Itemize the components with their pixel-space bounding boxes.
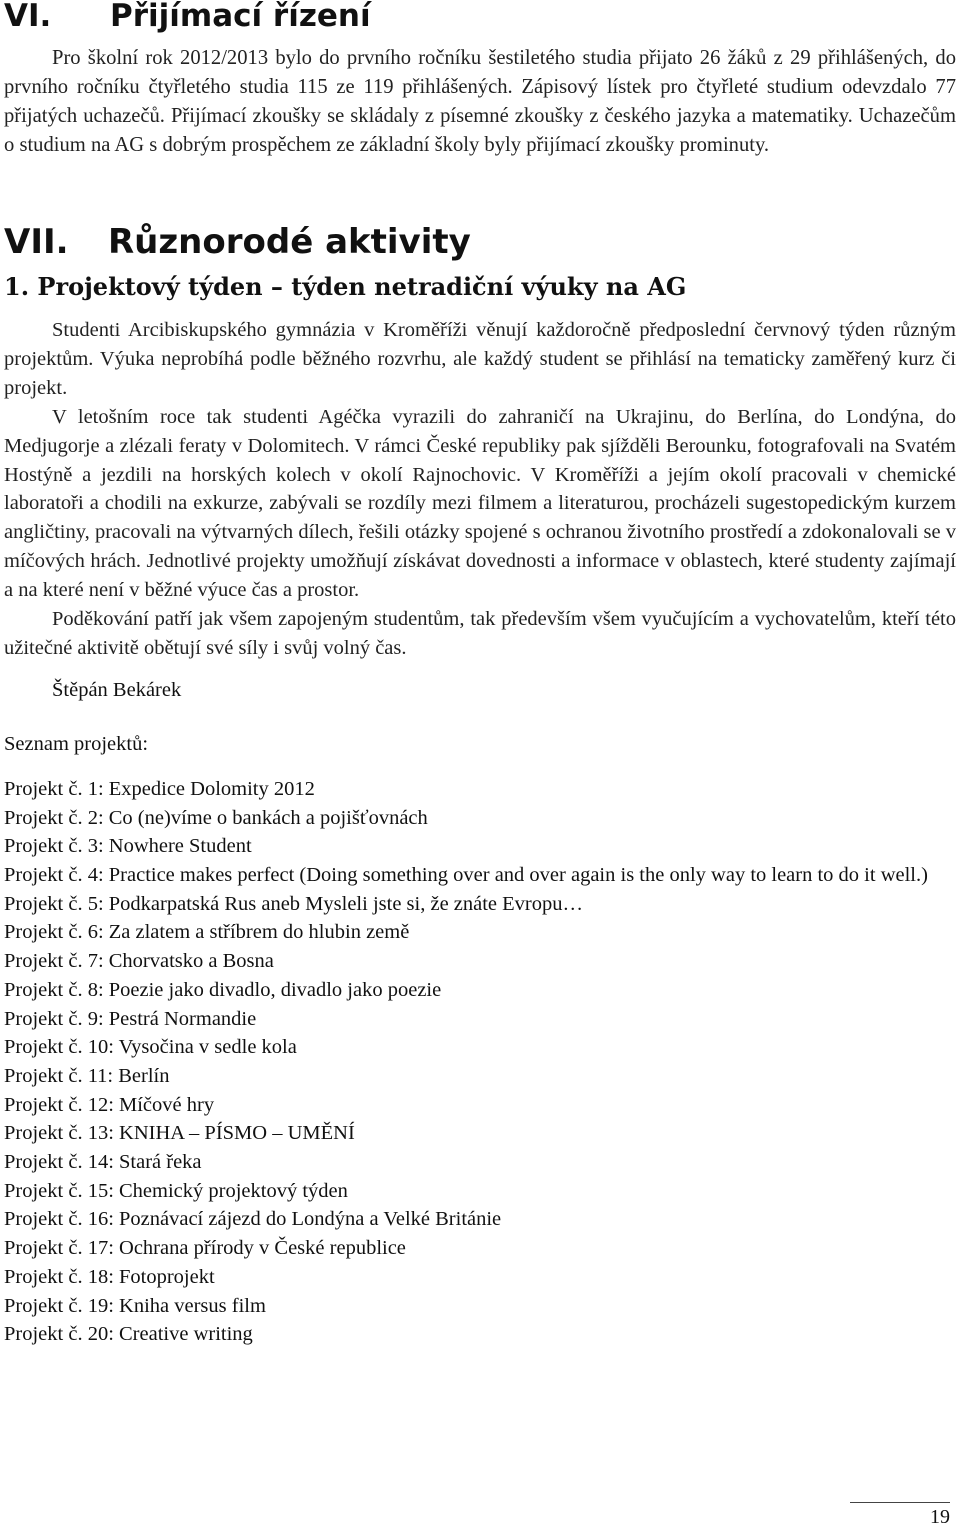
list-item: Projekt č. 7: Chorvatsko a Bosna bbox=[4, 950, 274, 973]
list-item: Projekt č. 13: KNIHA – PÍSMO – UMĚNÍ bbox=[4, 1122, 355, 1145]
list-item: Projekt č. 15: Chemický projektový týden bbox=[4, 1179, 348, 1202]
list-item: Projekt č. 11: Berlín bbox=[4, 1064, 170, 1087]
project-week-body bbox=[4, 316, 956, 663]
list-item: Projekt č. 8: Poezie jako divadlo, divadlo jako poezie bbox=[4, 978, 442, 1001]
section-number: VII. bbox=[4, 222, 69, 262]
section-number: VI. bbox=[4, 0, 52, 34]
page-number: 19 bbox=[850, 1502, 950, 1531]
body-paragraph: Poděkování patří jak všem zapojeným studentům, tak především všem vyučujícím a vychovatelům, kteří této užitečné aktivitě obětují své síly i svůj volný čas. bbox=[4, 608, 956, 659]
list-item: Projekt č. 2: Co (ne)víme o bankách a pojišťovnách bbox=[4, 806, 428, 829]
projects-list-title: Seznam projektů: bbox=[4, 732, 149, 755]
list-item: Projekt č. 5: Podkarpatská Rus aneb Mysleli jste si, že znáte Evropu… bbox=[4, 892, 584, 915]
section-title: Různorodé aktivity bbox=[108, 222, 471, 262]
projects-list bbox=[4, 775, 956, 1349]
list-item: Projekt č. 17: Ochrana přírody v České republice bbox=[4, 1237, 406, 1260]
list-item: Projekt č. 19: Kniha versus film bbox=[4, 1294, 266, 1317]
list-item: Projekt č. 1: Expedice Dolomity 2012 bbox=[4, 777, 315, 800]
body-paragraph: Studenti Arcibiskupského gymnázia v Kroměříži věnují každoročně předposlední červnový týden různým projektům. Výuka neprobíhá podle běžného rozvrhu, ale každý student se přihlásí na tematicky zaměřený kurz či projekt. bbox=[4, 319, 956, 399]
list-item: Projekt č. 6: Za zlatem a stříbrem do hlubin země bbox=[4, 921, 410, 944]
admissions-paragraph bbox=[4, 44, 956, 160]
author-signature: Štěpán Bekárek bbox=[52, 678, 182, 701]
list-item: Projekt č. 16: Poznávací zájezd do Londýna a Velké Británie bbox=[4, 1208, 502, 1231]
body-paragraph: V letošním roce tak studenti Agéčka vyrazili do zahraničí na Ukrajinu, do Berlína, do Londýna, do Medjugorje a zlézali feraty v Dolomitech. V rámci České republiky pak sjížděli Berounku, fotografovali na Svatém Hostýně a jezdili na horských kolech v okolí Rajnochovic. V Kroměříži a jejím okolí pracovali v chemické laboratoři a chodili na exkurze, zabývali se rozdíly mezi filmem a literaturou, procházeli sugestopedickým kurzem angličtiny, pracovali na výtvarných dílech, řešili otázky spojené s ochranou životního prostředí a zdokonalovali se v míčových hrách. Jednotlivé projekty umožňují získávat dovednosti a informace v oblastech, které studenty zajímají a na které není v běžné výuce čas a prostor. bbox=[4, 405, 956, 602]
document-page bbox=[4, 0, 956, 1349]
section-heading-admissions bbox=[4, 0, 956, 32]
list-item: Projekt č. 3: Nowhere Student bbox=[4, 835, 252, 858]
admissions-text: Pro školní rok 2012/2013 bylo do prvního ročníku šestiletého studia přijato 26 žáků z 29 přihlášených, do prvního ročníku čtyřletého studia 115 ze 119 přihlášených. Zápisový lístek pro čtyřleté studium odevzdalo 77 přijatých uchazečů. Přijímací zkoušky se skládaly z písemné zkoušky z českého jazyka a matematiky. Uchazečům o studium na AG s dobrým prospěchem ze základní školy byly přijímací zkoušky prominuty. bbox=[4, 47, 956, 156]
subheading-project-week: 1. Projektový týden – týden netradiční výuky na AG bbox=[4, 272, 687, 301]
list-item: Projekt č. 9: Pestrá Normandie bbox=[4, 1007, 257, 1030]
list-item: Projekt č. 4: Practice makes perfect (Doing something over and over again is the only way to learn to do it well.) bbox=[4, 863, 928, 886]
list-item: Projekt č. 20: Creative writing bbox=[4, 1323, 253, 1346]
section-heading-activities bbox=[4, 222, 956, 262]
list-item: Projekt č. 10: Vysočina v sedle kola bbox=[4, 1036, 297, 1059]
list-item: Projekt č. 12: Míčové hry bbox=[4, 1093, 215, 1116]
list-item: Projekt č. 18: Fotoprojekt bbox=[4, 1265, 215, 1288]
list-item: Projekt č. 14: Stará řeka bbox=[4, 1151, 202, 1174]
section-title: Přijímací řízení bbox=[110, 0, 371, 34]
